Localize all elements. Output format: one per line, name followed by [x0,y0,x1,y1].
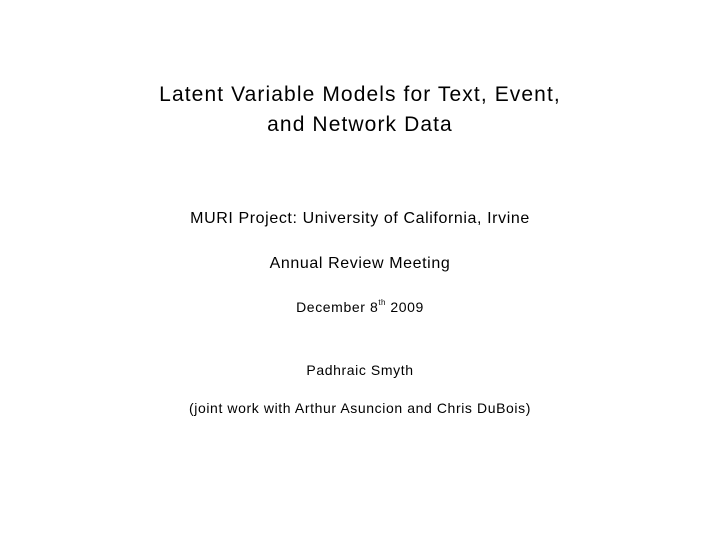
meeting-date [0,299,720,315]
date-year: 2009 [390,299,424,315]
slide-title-line-2: and Network Data [267,113,453,136]
slide-title-line-1: Latent Variable Models for Text, Event, [159,83,561,106]
joint-work-note: (joint work with Arthur Asuncion and Chris DuBois) [188,400,532,416]
project-affiliation: MURI Project: University of California, Irvine [190,210,530,227]
meeting-name: Annual Review Meeting [269,255,451,272]
date-month-day: December 8 [296,299,379,315]
date-ordinal: th [378,298,386,308]
author-name: Padhraic Smyth [306,362,414,378]
